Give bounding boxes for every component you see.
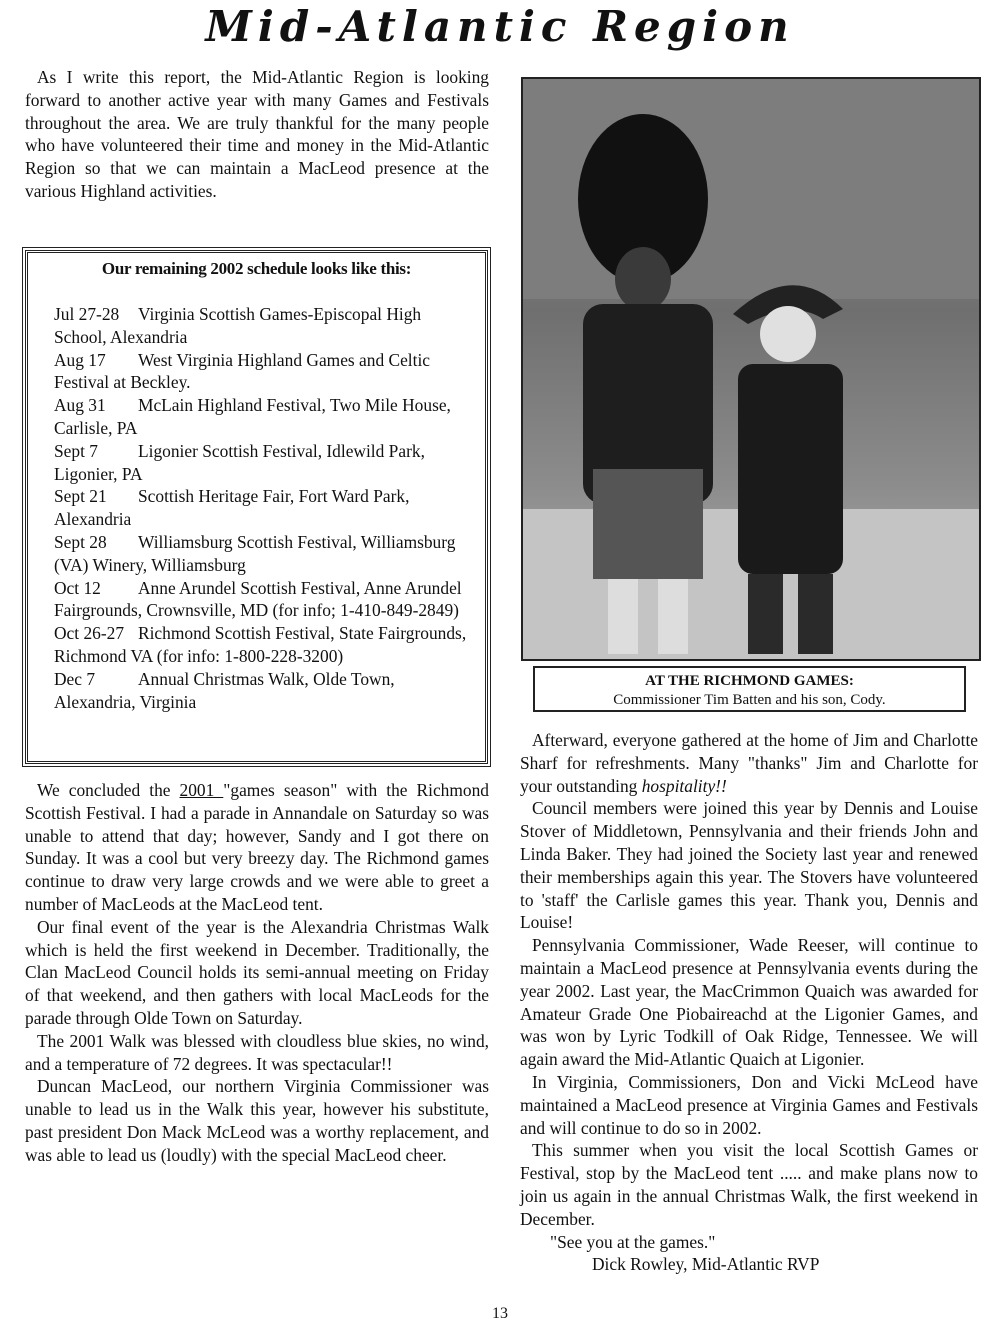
photo-caption [533, 666, 966, 712]
paragraph-games-season [25, 779, 489, 916]
caption-heading: AT THE RICHMOND GAMES: [645, 673, 854, 689]
paragraph-christmas-walk: Our final event of the year is the Alexandria Christmas Walk which is held the first weekend in December. Traditionally, the Clan MacLeod Council holds its semi-annual meeting on Friday of that weekend, and then gathers with local MacLeods for the parade through Olde Town on Saturday. [25, 916, 489, 1028]
schedule-event: McLain Highland Festival, Two Mile House, Carlisle, PA [54, 395, 451, 438]
schedule-event: Virginia Scottish Games-Episcopal High School, Alexandria [54, 304, 422, 347]
text: We concluded the [37, 780, 180, 800]
page-title: Mid-Atlantic Region [205, 2, 795, 51]
schedule-date: Aug 17 [54, 349, 106, 370]
schedule-event: Williamsburg Scottish Festival, Williamsburg (VA) Winery, Williamsburg [54, 531, 456, 575]
schedule-item [54, 394, 475, 440]
schedule-item [54, 668, 475, 714]
paragraph-pennsylvania: Pennsylvania Commissioner, Wade Reeser, will continue to maintain a MacLeod presence at Pennsylvania events during the year 2002. Last year, the MacCrimmon Quaich was awarded for Amateur Grade One Piobaireachd at the Ligonier Games, and was won by Lyric Todkill of Oak Ridge, Tennessee. We will again award the Mid-Atlantic Quaich at Ligonier. [520, 935, 978, 1070]
page-number: 13 [492, 1305, 508, 1322]
schedule-item [54, 622, 475, 668]
intro-paragraph: As I write this report, the Mid-Atlantic Region is looking forward to another active year with many Games and Festivals throughout the area. We are truly thankful for the many people who have volunteered their time and money in the Mid-Atlantic Region so that we can maintain a MacLeod presence at the various Highland activities. [25, 67, 489, 201]
text-italic: hospitality!! [641, 775, 727, 796]
paragraph-afterward [520, 729, 978, 797]
paragraph-council: Council members were joined this year by Dennis and Louise Stover of Middletown, Pennsylvania and their friends John and Linda Baker. They had joined the Society last year and renewed their memberships again this year. The Stovers have volunteered to 'staff' the Carlisle games this year. Thank you, Dennis and Louise! [520, 798, 978, 933]
left-column [25, 66, 489, 203]
schedule-event: West Virginia Highland Games and Celtic Festival at Beckley. [54, 349, 431, 393]
schedule-date: Sept 7 [54, 440, 98, 461]
schedule-event: Ligonier Scottish Festival, Idlewild Park, Ligonier, PA [54, 440, 425, 484]
schedule-date: Oct 12 [54, 577, 101, 598]
paragraph-virginia: In Virginia, Commissioners, Don and Vicki McLeod have maintained a MacLeod presence at Virginia Games and Festivals and will continue to do so in 2002. [520, 1071, 978, 1138]
schedule-box [25, 250, 488, 764]
paragraph-summer: This summer when you visit the local Scottish Games or Festival, stop by the MacLeod tent ..... and make plans now to join us again in the annual Christmas Walk, the first weekend in December. [520, 1140, 978, 1229]
schedule-heading: Our remaining 2002 schedule looks like this: [101, 259, 412, 278]
text: Afterward, everyone gathered at the home of Jim and Charlotte Sharf for refreshments. Many "thanks" Jim and Charlotte for your outstanding [520, 730, 978, 796]
schedule-date: Sept 28 [54, 531, 107, 552]
schedule-event: Scottish Heritage Fair, Fort Ward Park, Alexandria [54, 486, 410, 530]
schedule-list [28, 303, 485, 713]
schedule-date: Jul 27-28 [54, 304, 120, 324]
paragraph-duncan: Duncan MacLeod, our northern Virginia Commissioner was unable to lead us in the Walk this year, however his substitute, past president Don Mack McLeod was a worthy replacement, and was able to lead us (loudly) with the special MacLeod cheer. [25, 1076, 489, 1165]
text: "games season" with the Richmond Scottish Festival. I had a parade in Annandale on Saturday so was unable to attend that day; however, Sandy and I got there on Sunday. It was a cool but very breezy day. The Richmond games continue to draw very large crowds and we were able to greet a number of MacLeods at the MacLeod tent. [25, 780, 489, 914]
photo-richmond-games [521, 77, 981, 661]
photo-figures [523, 79, 979, 659]
schedule-item [54, 349, 475, 395]
schedule-item [54, 303, 475, 349]
closing-quote: "See you at the games." [550, 1231, 716, 1252]
caption-text: Commissioner Tim Batten and his son, Cody. [613, 692, 886, 708]
schedule-item [54, 531, 475, 577]
schedule-event: Anne Arundel Scottish Festival, Anne Arundel Fairgrounds, Crownsville, MD (for info; 1-410-849-2849) [54, 577, 462, 621]
schedule-item [54, 577, 475, 623]
schedule-item [54, 440, 475, 486]
schedule-date: Dec 7 [54, 668, 96, 689]
schedule-date: Aug 31 [54, 395, 106, 416]
schedule-event: Richmond Scottish Festival, State Fairgrounds, Richmond VA (for info: 1-800-228-3200) [54, 623, 467, 666]
schedule-event: Annual Christmas Walk, Olde Town, Alexandria, Virginia [54, 668, 395, 712]
schedule-date: Sept 21 [54, 486, 107, 507]
left-column-lower [25, 779, 489, 1167]
right-column [520, 729, 978, 1276]
schedule-date: Oct 26-27 [54, 623, 125, 644]
signature: Dick Rowley, Mid-Atlantic RVP [592, 1254, 820, 1275]
text-underlined: 2001 [179, 780, 224, 800]
paragraph-2001-walk: The 2001 Walk was blessed with cloudless blue skies, no wind, and a temperature of 72 degrees. It was spectacular!! [25, 1030, 489, 1074]
schedule-item [54, 485, 475, 531]
